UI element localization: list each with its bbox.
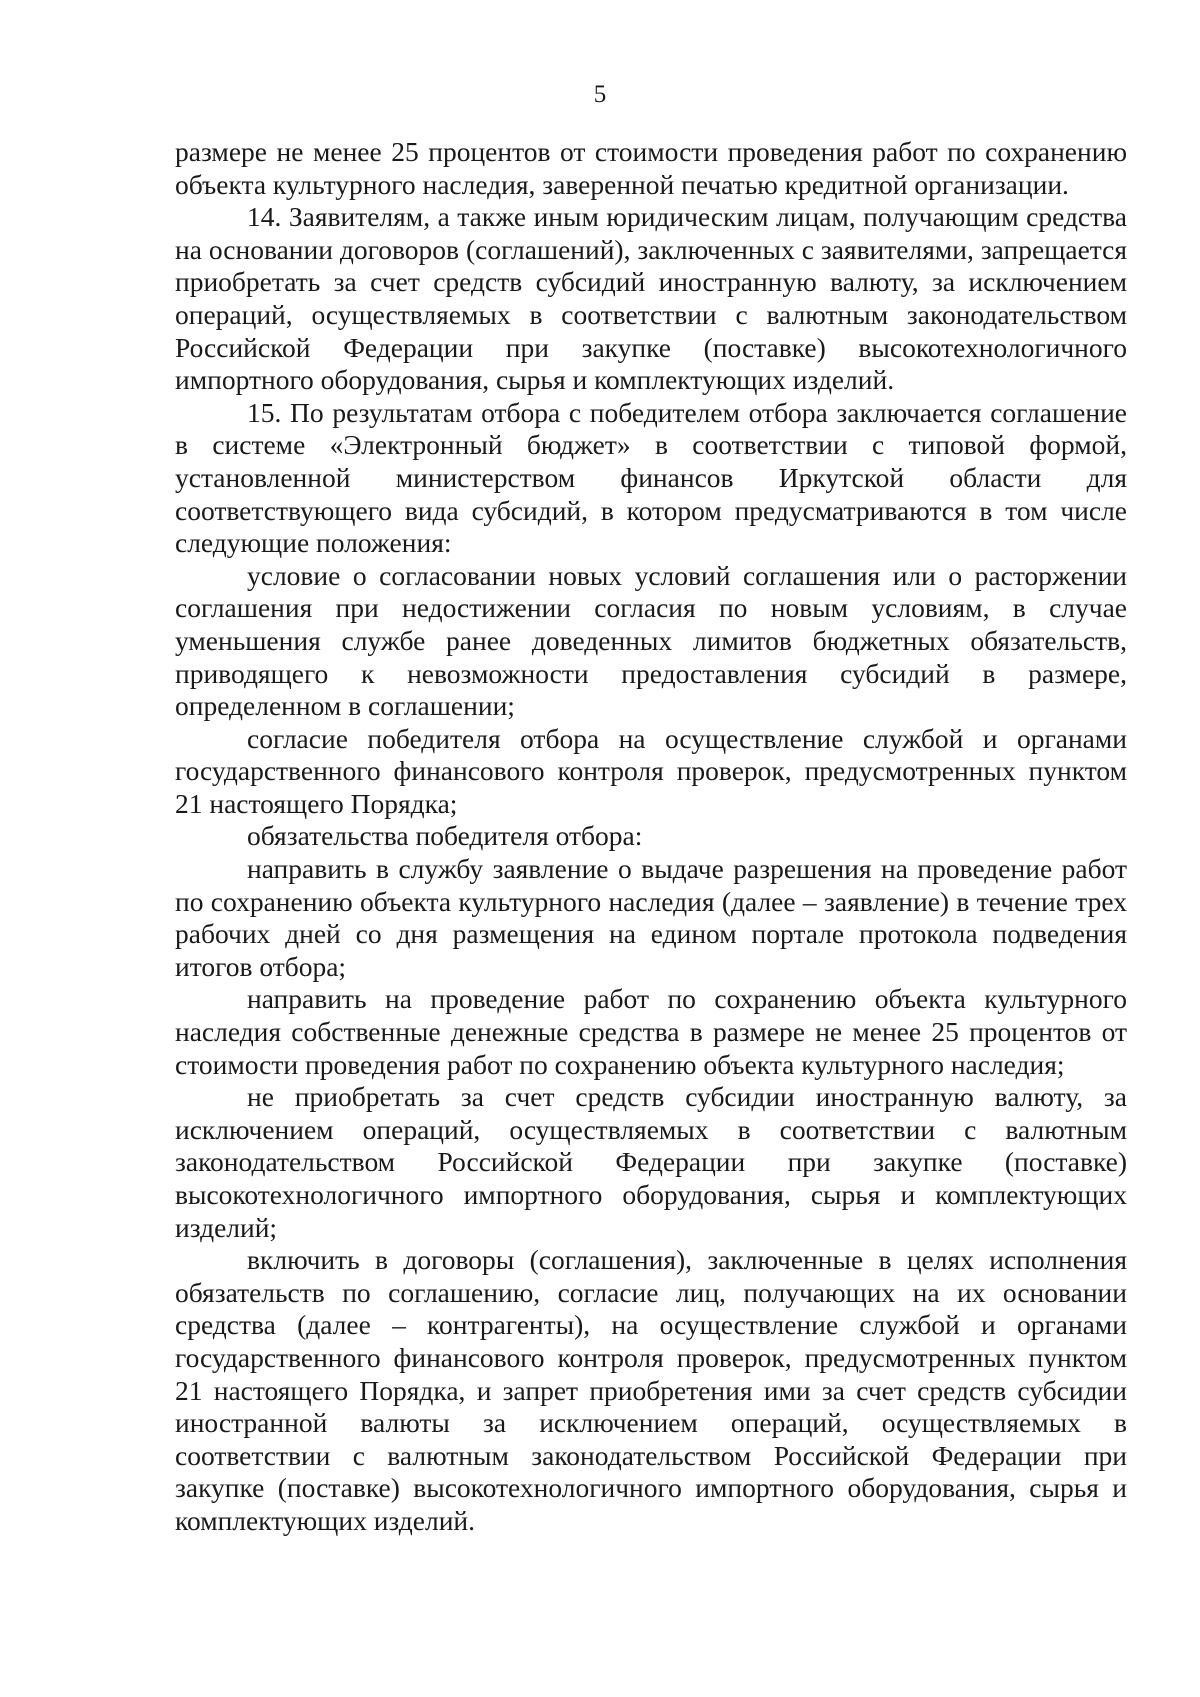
paragraph-obligations-heading: обязательства победителя отбора:: [247, 820, 643, 852]
paragraph-obligation-contracts: включить в договоры (соглашения), заключенные в целях исполнения обязательств по соглашению, согласие лиц, получающих на их основании средства (далее – контрагенты), на осуществление службой и органами государственного финансового контроля проверок, предусмотренных пунктом 21 настоящего Порядка, и запрет приобретения ими за счет средств субсидии иностранной валюты за исключением операций, осуществляемых в соответствии с валютным законодательством Российской Федерации при закупке (поставке) высокотехнологичного импортного оборудования, сырья и комплектующих изделий.: [175, 1244, 1127, 1536]
document-body: [175, 136, 1127, 1538]
page-number: 5: [593, 81, 607, 108]
paragraph-condition-agreement: условие о согласовании новых условий соглашения или о расторжении соглашения при недостижении согласия по новым условиям, в случае уменьшения службе ранее доведенных лимитов бюджетных обязательств, приводящего к невозможности предоставления субсидий в размере, определенном в соглашении;: [175, 559, 1127, 722]
paragraph-consent-inspections: согласие победителя отбора на осуществление службой и органами государственного финансового контроля проверок, предусмотренных пунктом 21 настоящего Порядка;: [175, 722, 1127, 819]
paragraph-item-14: 14. Заявителям, а также иным юридическим лицам, получающим средства на основании договоров (соглашений), заключенных с заявителями, запрещается приобретать за счет средств субсидий иностранную валюту, за исключением операций, осуществляемых в соответствии с валютным законодательством Российской Федерации при закупке (поставке) высокотехнологичного импортного оборудования, сырья и комплектующих изделий.: [175, 201, 1127, 396]
paragraph-obligation-own-funds: направить на проведение работ по сохранению объекта культурного наследия собственные денежные средства в размере не менее 25 процентов от стоимости проведения работ по сохранению объекта культурного наследия;: [175, 983, 1127, 1080]
paragraph-obligation-application: направить в службу заявление о выдаче разрешения на проведение работ по сохранению объекта культурного наследия (далее – заявление) в течение трех рабочих дней со дня размещения на едином портале протокола подведения итогов отбора;: [175, 853, 1127, 982]
paragraph-continuation: размере не менее 25 процентов от стоимости проведения работ по сохранению объекта культурного наследия, заверенной печатью кредитной организации.: [175, 136, 1127, 200]
paragraph-item-15: 15. По результатам отбора с победителем отбора заключается соглашение в системе «Электронный бюджет» в соответствии с типовой формой, установленной министерством финансов Иркутской области для соответствующего вида субсидий, в котором предусматриваются в том числе следующие положения:: [175, 396, 1127, 559]
paragraph-obligation-currency: не приобретать за счет средств субсидии иностранную валюту, за исключением операций, осуществляемых в соответствии с валютным законодательством Российской Федерации при закупке (поставке) высокотехнологичного импортного оборудования, сырья и комплектующих изделий;: [175, 1081, 1127, 1243]
